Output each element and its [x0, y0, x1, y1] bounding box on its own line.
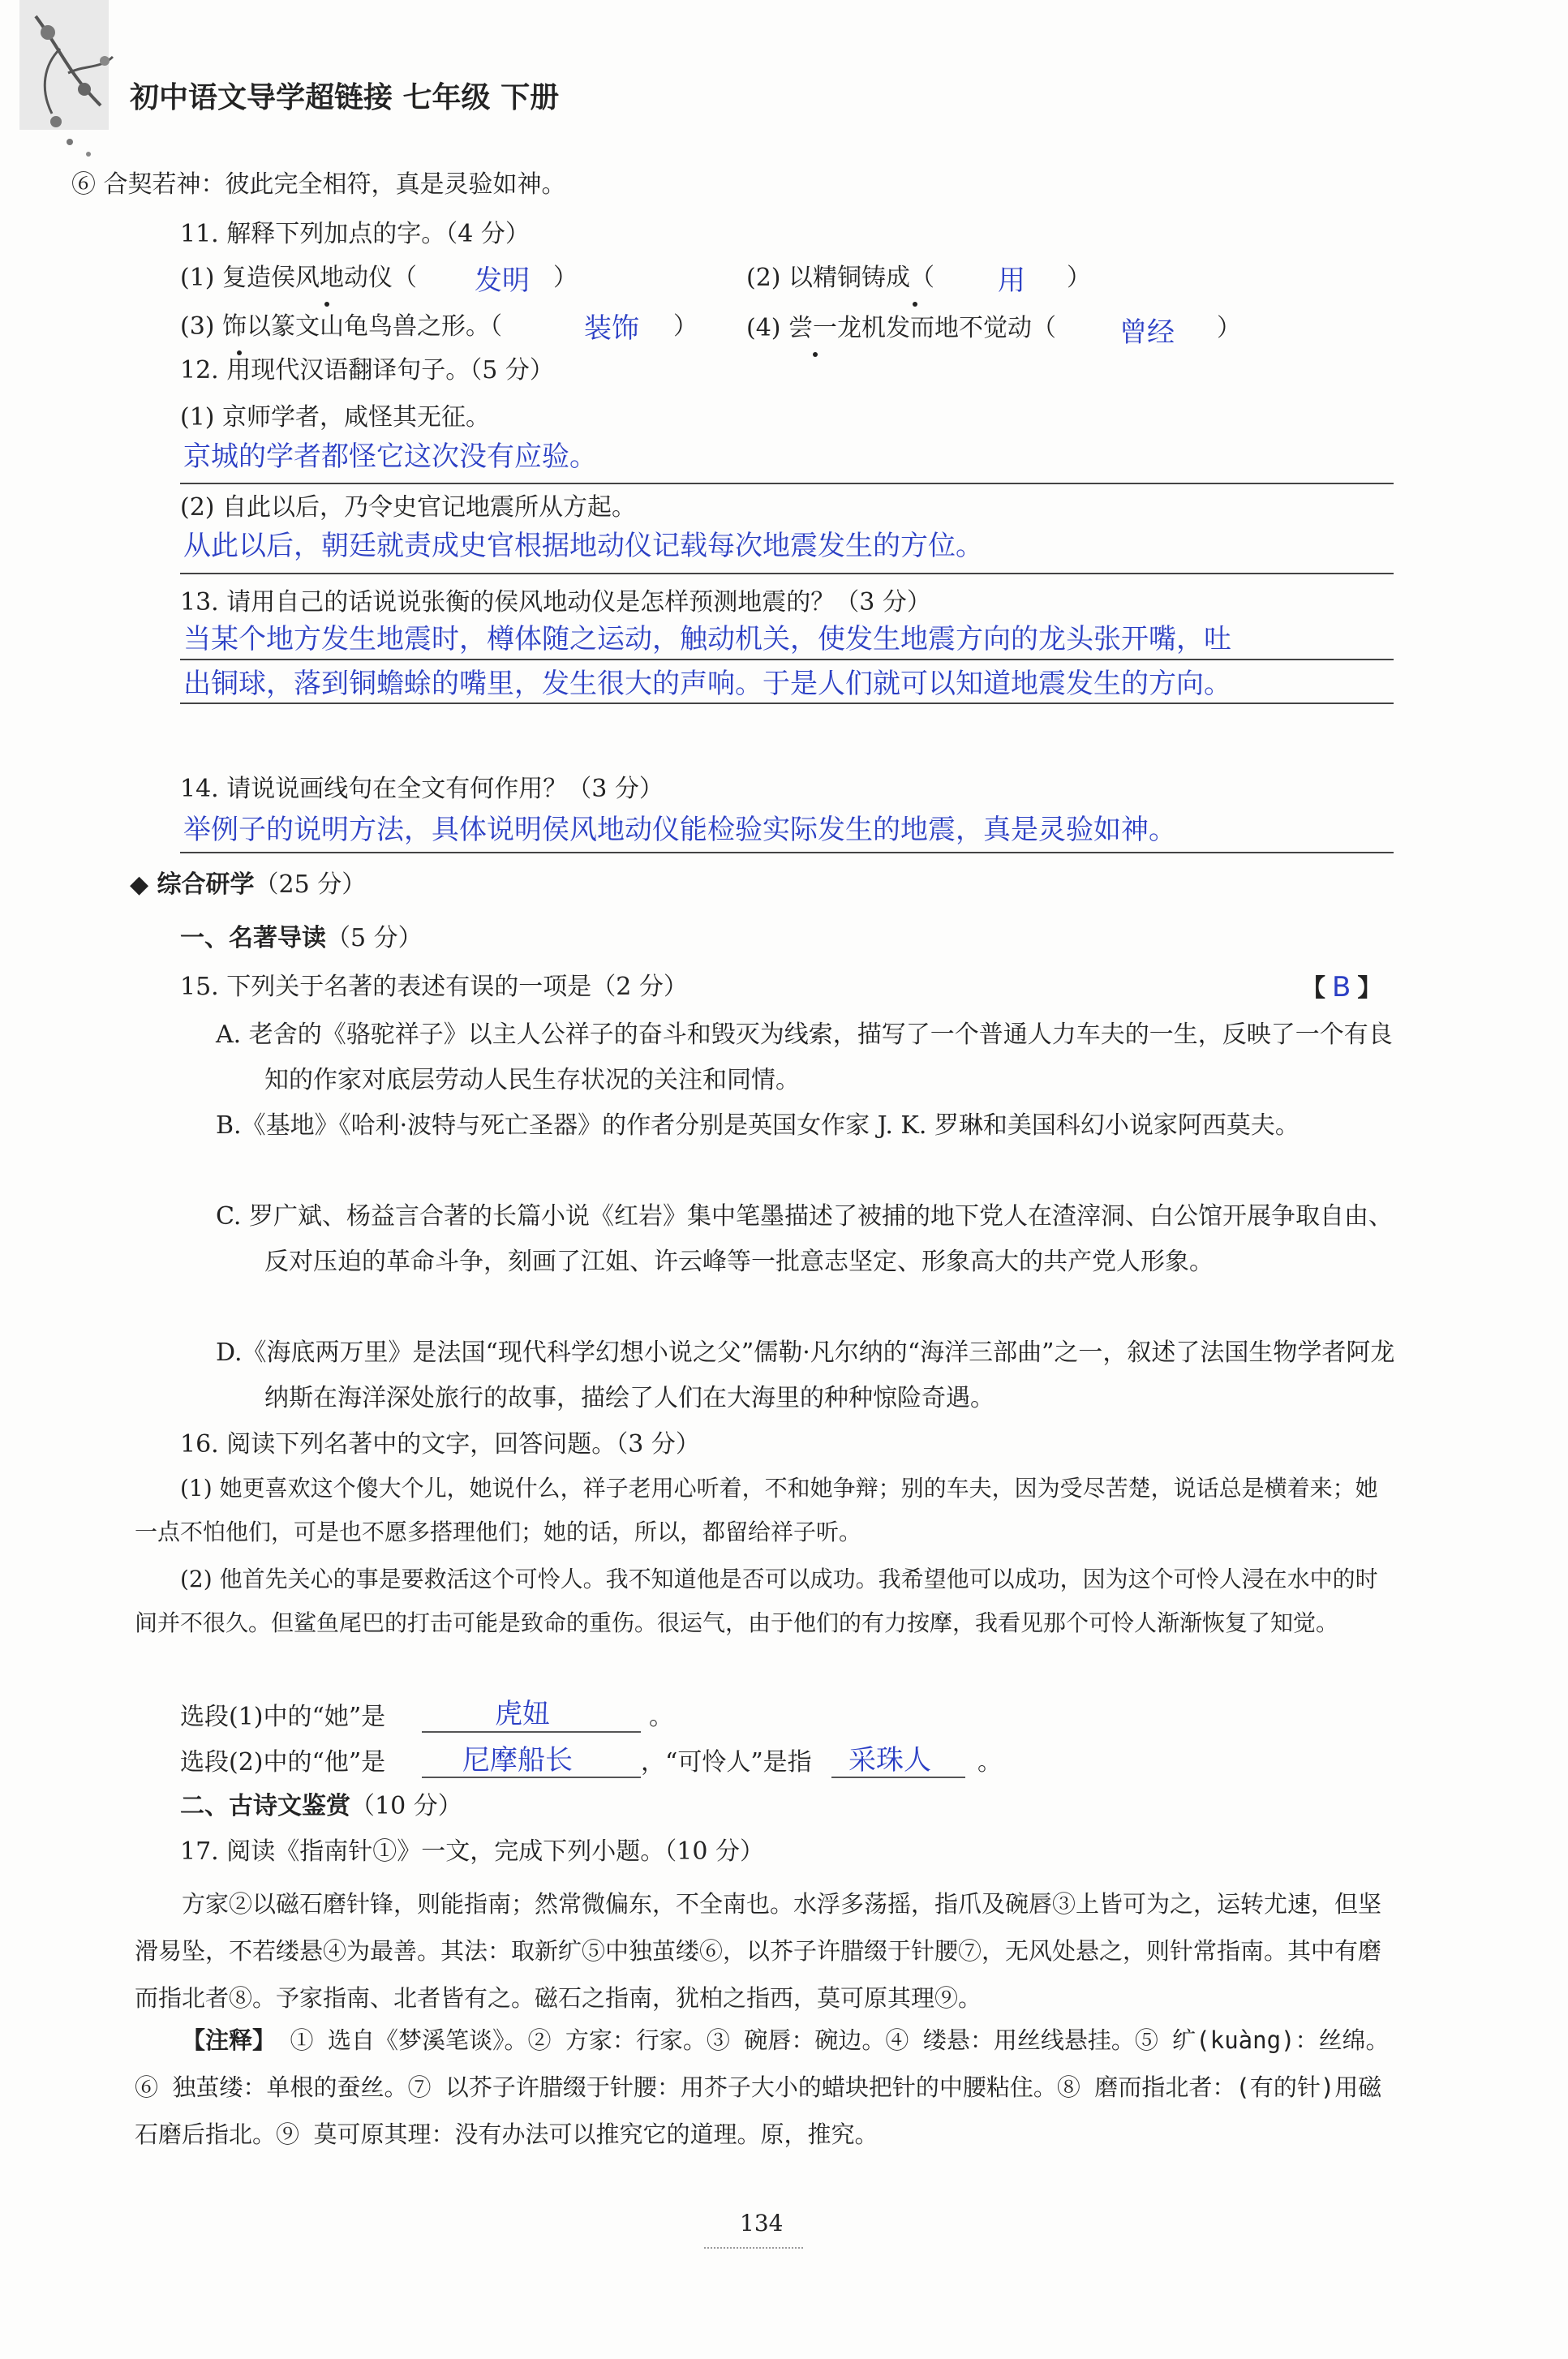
blank-underline [422, 1777, 641, 1778]
q11-close-3: ） [673, 312, 698, 341]
answer-line [180, 483, 1394, 484]
q12-stem: 12. 用现代汉语翻译句子。（5 分） [180, 356, 554, 385]
q15-option-c: C. 罗广斌、杨益言合著的长篇小说《红岩》集中笔墨描述了被捕的地下党人在渣滓洞、白公馆开展争取自由、反对压迫的革命斗争，刻画了江姐、许云峰等一批意志坚定、形象高大的共产党人形象。 [216, 1202, 1393, 1276]
q12-sentence-2: (2) 自此以后，乃令史官记地震所从方起。 [180, 493, 637, 522]
q16-stem: 16. 阅读下列名著中的文字，回答问题。（3 分） [180, 1430, 700, 1459]
q11-stem: 11. 解释下列加点的字。（4 分） [180, 220, 530, 248]
footer-divider [704, 2247, 803, 2249]
q16-fill-3: ，“可怜人”是指 [641, 1748, 812, 1777]
part2-heading: 二、古诗文鉴赏（10 分） [180, 1792, 462, 1820]
q13-answer-line-1: 当某个地方发生地震时，樽体随之运动，触动机关，使发生地震方向的龙头张开嘴，吐 [183, 623, 1231, 655]
part1-heading: 一、名著导读（5 分） [180, 924, 423, 952]
q16-answer-3: 采珠人 [848, 1744, 931, 1777]
emphasis-dot [913, 302, 917, 307]
page-number: 134 [740, 2210, 784, 2237]
q17-notes: 【注释】 ① 选自《梦溪笔谈》。② 方家：行家。③ 碗唇：碗边。④ 缕悬：用丝线悬挂。⑤ 纩(kuàng)：丝绵。⑥ 独茧缕：单根的蚕丝。⑦ 以芥子许腊缀于针腰：用芥子大小的蜡块把针的中腰粘住。⑧ 磨而指北者：(有的针)用磁石磨后指北。⑨ 莫可原其理：没有办法可以推究它的道理。原，推究。 [135, 2026, 1390, 2148]
q16-passage-2: (2) 他首先关心的事是要救活这个可怜人。我不知道他是否可以成功。我希望他可以成功，因为这个可怜人浸在水中的时间并不很久。但鲨鱼尾巴的打击可能是致命的重伤。很运气，由于他们的有力按摩，我看见那个可怜人渐渐恢复了知觉。 [135, 1566, 1378, 1636]
q12-answer-2: 从此以后，朝廷就责成史官根据地动仪记载每次地震发生的方位。 [183, 530, 983, 562]
section-heading: ◆ 综合研学（25 分） [130, 870, 367, 899]
diamond-icon: ◆ [130, 870, 157, 899]
answer-line [180, 852, 1394, 853]
header-title: 初中语文导学超链接 七年级 下册 [130, 81, 560, 114]
q12-answer-1: 京城的学者都怪它这次没有应验。 [183, 440, 597, 473]
answer-line [180, 703, 1394, 704]
q12-sentence-1: (1) 京师学者，咸怪其无征。 [180, 403, 491, 432]
q17-stem: 17. 阅读《指南针①》一文，完成下列小题。（10 分） [180, 1837, 764, 1866]
q13-stem: 13. 请用自己的话说说张衡的侯风地动仪是怎样预测地震的？（3 分） [180, 588, 931, 617]
q11-answer-2: 用 [998, 264, 1025, 297]
q11-item-2: (2) 以精铜铸成（ [746, 264, 935, 292]
q17-note-label: 【注释】 [182, 2026, 277, 2054]
answer-line [180, 573, 1394, 574]
q16-answer-2: 尼摩船长 [462, 1744, 573, 1777]
q14-answer: 举例子的说明方法，具体说明侯风地动仪能检验实际发生的地震，真是灵验如神。 [183, 814, 1176, 846]
q11-answer-3: 装饰 [584, 312, 639, 345]
q15-stem: 15. 下列关于名著的表述有误的一项是（2 分） [180, 973, 688, 1001]
q11-answer-4: 曾经 [1119, 316, 1175, 349]
q16-passage-1: (1) 她更喜欢这个傻大个儿，她说什么，祥子老用心听着，不和她争辩；别的车夫，因为受尽苦楚，说话总是横着来；她一点不怕他们，可是也不愿多搭理他们；她的话，所以，都留给祥子听。 [135, 1475, 1378, 1545]
q14-stem: 14. 请说说画线句在全文有何作用？（3 分） [180, 775, 664, 803]
answer-line [180, 659, 1394, 660]
q16-period-1: 。 [649, 1703, 673, 1731]
q16-fill-2: 选段(2)中的“他”是 [180, 1748, 386, 1777]
blank-underline [831, 1777, 965, 1778]
q11-close-2: ） [1067, 264, 1091, 292]
emphasis-dot [324, 302, 329, 307]
q16-period-2: 。 [977, 1748, 1002, 1777]
q15-option-d: D.《海底两万里》是法国“现代科学幻想小说之父”儒勒·凡尔纳的“海洋三部曲”之一，叙述了法国生物学者阿龙纳斯在海洋深处旅行的故事，描绘了人们在大海里的种种惊险奇遇。 [216, 1338, 1395, 1412]
plum-blossom-illustration [11, 0, 117, 170]
annotation-6: ⑥ 合契若神：彼此完全相符，真是灵验如神。 [71, 170, 566, 199]
q15-answer-box: 【 B 】 [1301, 971, 1382, 1003]
q11-close-4: ） [1217, 314, 1241, 342]
q13-answer-line-2: 出铜球，落到铜蟾蜍的嘴里，发生很大的声响。于是人们就可以知道地震发生的方向。 [183, 668, 1231, 700]
blank-underline [422, 1731, 641, 1733]
q11-item-3: (3) 饰以篆文山龟鸟兽之形。（ [180, 312, 503, 341]
emphasis-dot [813, 352, 818, 357]
q16-answer-1: 虎妞 [495, 1698, 550, 1730]
q11-item-1: (1) 复造侯风地动仪（ [180, 264, 418, 292]
q11-close-1: ） [553, 264, 578, 292]
q15-option-b: B.《基地》《哈利·波特与死亡圣器》的作者分别是英国女作家 J. K. 罗琳和美国科幻小说家阿西莫夫。 [216, 1111, 1300, 1140]
q17-passage: 方家②以磁石磨针锋，则能指南；然常微偏东，不全南也。水浮多荡摇，指爪及碗唇③上皆可为之，运转尤速，但坚滑易坠，不若缕悬④为最善。其法：取新纩⑤中独茧缕⑥，以芥子许腊缀于针腰⑦，无风处悬之，则针常指南。其中有磨而指北者⑧。予家指南、北者皆有之。磁石之指南，犹柏之指西，莫可原其理⑨。 [135, 1890, 1382, 2012]
q16-fill-1: 选段(1)中的“她”是 [180, 1703, 386, 1731]
q15-option-a: A. 老舍的《骆驼祥子》以主人公祥子的奋斗和毁灭为线索，描写了一个普通人力车夫的一生，反映了一个有良知的作家对底层劳动人民生存状况的关注和同情。 [216, 1021, 1393, 1094]
q15-answer: B [1332, 971, 1351, 1003]
q11-answer-1: 发明 [475, 264, 530, 297]
q11-item-4: (4) 尝一龙机发而地不觉动（ [746, 314, 1057, 342]
